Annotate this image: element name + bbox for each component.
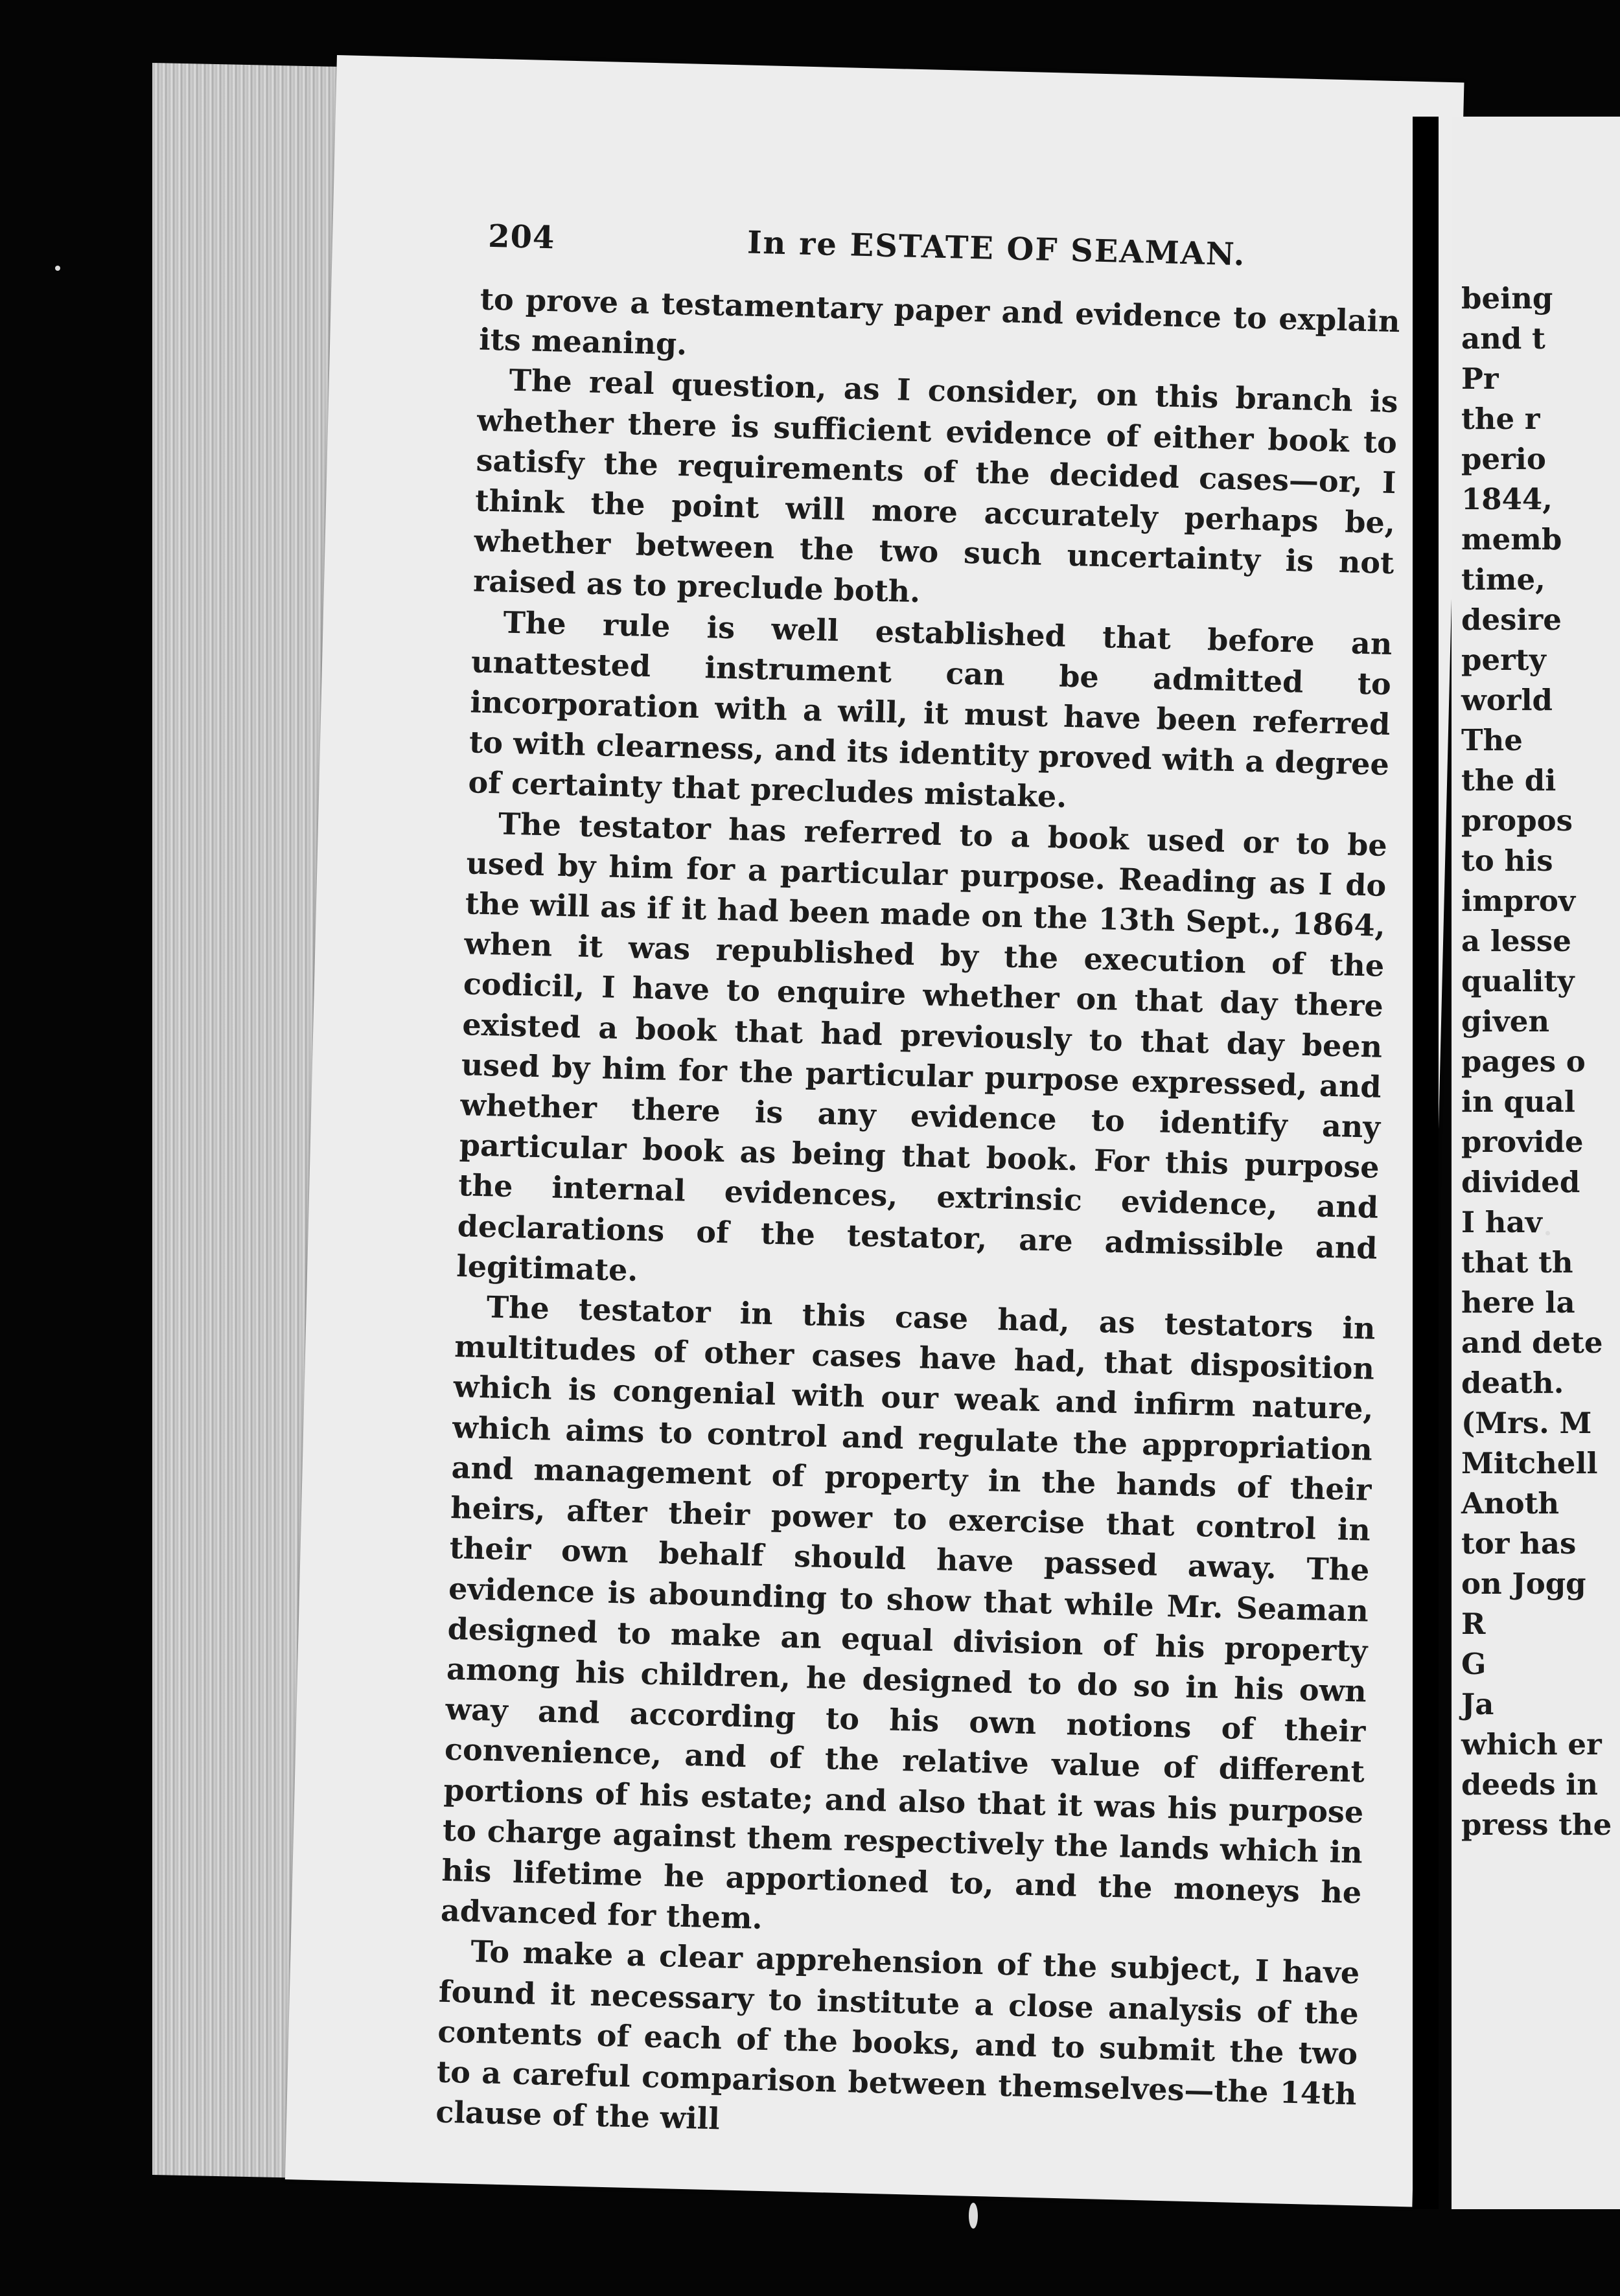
fragment-line: Anoth: [1461, 1486, 1560, 1521]
fragment-line: press the: [1461, 1808, 1612, 1842]
scan-speck: [1545, 1231, 1550, 1235]
paragraph: to prove a testamentary paper and evidence to explain its meaning.: [478, 281, 1401, 362]
fragment-line: and dete: [1461, 1326, 1603, 1360]
fragment-line: R: [1461, 1607, 1486, 1641]
fragment-line: improv: [1461, 884, 1576, 918]
fragment-line: desire: [1461, 603, 1562, 637]
fragment-line: that th: [1461, 1245, 1573, 1280]
scan-speck: [55, 266, 60, 271]
fragment-line: Pr: [1461, 362, 1499, 396]
fragment-line: (Mrs. M: [1461, 1406, 1592, 1440]
fragment-line: given: [1461, 1004, 1550, 1039]
page-number: 204: [487, 218, 556, 257]
page-title: In re ESTATE OF SEAMAN.: [746, 224, 1247, 273]
fragment-line: propos: [1461, 803, 1573, 838]
fragment-line: Ja: [1461, 1687, 1494, 1721]
fragment-line: quality: [1461, 964, 1575, 998]
fragment-line: Mitchell: [1461, 1446, 1598, 1480]
fragment-line: divided: [1461, 1165, 1580, 1199]
paragraph: The real question, as I consider, on this branch is whether there is sufficient evidence of either book to satisfy the requirements of the decided cases—or, I think the point will more accurately perhaps be, whether between the two such uncertainty is not raised as to preclude both.: [472, 363, 1399, 610]
fragment-line: perio: [1461, 442, 1546, 476]
fragment-line: in qual: [1461, 1085, 1575, 1119]
book-gutter: [1413, 117, 1439, 2209]
fragment-line: here la: [1461, 1285, 1575, 1320]
paragraph: The testator in this case had, as testators in multitudes of other cases have had, that disposition which is congenial with our weak and infirm nature, which aims to control and regulate the appropriation and management of property in the hands of their heirs, after their power to exercise that control in their own behalf should have passed away. The evidence is abounding to show that while Mr. Seaman designed to make an equal division of his property among his children, he designed to do so in his own way and according to his own notions of their convenience, and of the relative value of different portions of his estate; and also that it was his purpose to charge against them respectively the lands which in his lifetime he apportioned to, and the moneys he advanced for them.: [440, 1289, 1376, 1936]
fragment-line: G: [1461, 1647, 1487, 1681]
fragment-line: on Jogg: [1461, 1567, 1586, 1601]
fragment-line: and t: [1461, 321, 1545, 356]
paragraph: The testator has referred to a book used or to be used by him for a particular purpose. Reading as I do the will as if it had been made on the 13th Sept., 1864, when it was republished by the execution of the codicil, I have to enquire whether on that day there existed a book that had previously to that day been used by him for the particular purpose expressed, and whether there is any evidence to identify any particular book as being that book. For this purpose the internal evidences, extrinsic evidence, and declarations of the testator, are admissible and legitimate.: [456, 806, 1388, 1288]
fragment-line: The: [1461, 723, 1523, 757]
next-page-text: [1461, 279, 1612, 1845]
fragment-line: 1844,: [1461, 482, 1553, 516]
fragment-line: to his: [1461, 844, 1553, 878]
fragment-line: a lesse: [1461, 924, 1571, 958]
fragment-line: provide: [1461, 1125, 1584, 1159]
fragment-line: which er: [1461, 1727, 1602, 1762]
paragraph: The rule is well established that before an unattested instrument can be admitted to incorporation with a will, it must have been referred to with clearness, and its identity proved with a degree of certainty that precludes mistake.: [467, 604, 1393, 815]
fragment-line: death.: [1461, 1366, 1564, 1400]
fragment-line: perty: [1461, 643, 1546, 677]
paragraph: To make a clear apprehension of the subject, I have found it necessary to institute a close analysis of the contents of each of the books, and to submit the two to a careful comparison between themselves—the 14th clause of the will: [435, 1934, 1360, 2137]
fragment-line: the r: [1461, 402, 1540, 436]
fragment-line: time,: [1461, 562, 1545, 597]
left-page: [285, 55, 1464, 2207]
fragment-line: deeds in: [1461, 1767, 1599, 1802]
fragment-line: I hav: [1461, 1205, 1542, 1239]
fragment-line: pages o: [1461, 1044, 1586, 1079]
fragment-line: world: [1461, 683, 1553, 717]
fragment-line: being: [1461, 281, 1553, 316]
fragment-line: tor has: [1461, 1526, 1577, 1561]
fragment-line: the di: [1461, 763, 1556, 798]
body-text: [435, 279, 1400, 2155]
scan-speck: [969, 2203, 978, 2229]
fragment-line: memb: [1461, 522, 1562, 557]
